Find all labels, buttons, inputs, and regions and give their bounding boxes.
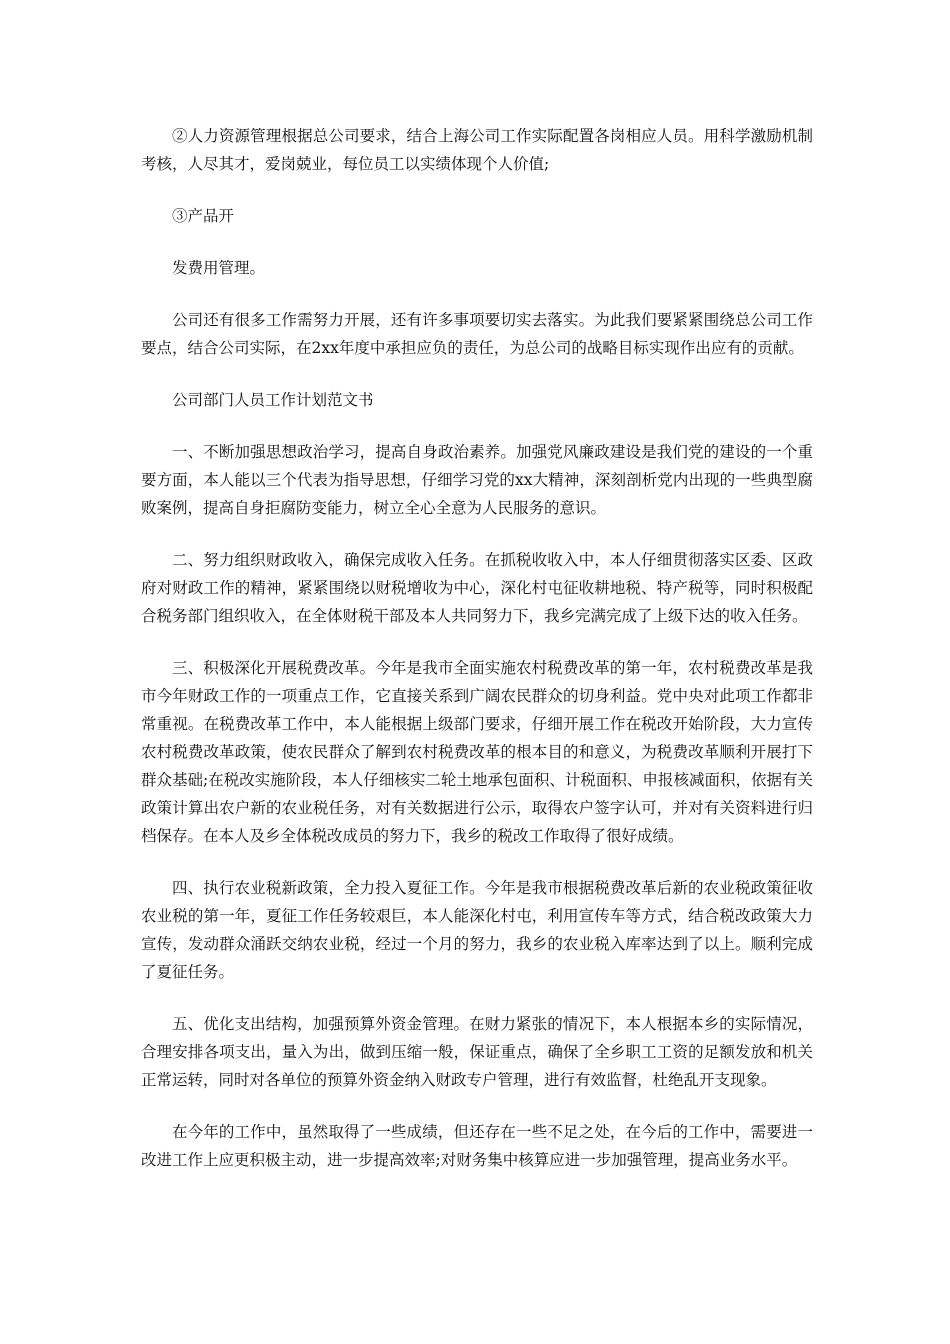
paragraph-item-5: 五、优化支出结构，加强预算外资金管理。在财力紧张的情况下，本人根据本乡的实际情况，合理安排各项支出，量入为出，做到压缩一般，保证重点，确保了全乡职工工资的足额发放和机关正常运转，同时对各单位的预算外资金纳入财政专户管理，进行有效监督，杜绝乱开支现象。: [141, 1015, 813, 1089]
paragraph-item-3: 三、积极深化开展税费改革。今年是我市全面实施农村税费改革的第一年，农村税费改革是我市今年财政工作的一项重点工作，它直接关系到广阔农民群众的切身利益。党中央对此项工作都非常重视。在税费改革工作中，本人能根据上级部门要求，仔细开展工作在税改开始阶段，大力宣传农村税费改革政策，使农民群众了解到农村税费改革的根本目的和意义，为税费改革顺利开展打下群众基础;在税改实施阶段，本人仔细核实二轮土地承包面积、计税面积、申报核减面积，依据有关政策计算出农户新的农业税任务，对有关数据进行公示，取得农户签字认可，并对有关资料进行归档保存。在本人及乡全体税改成员的努力下，我乡的税改工作取得了很好成绩。: [141, 659, 813, 845]
document-body: [141, 122, 813, 1198]
paragraph-product-dev: ③产品开: [172, 207, 235, 225]
paragraph-item-1: 一、不断加强思想政治学习，提高自身政治素养。加强党风廉政建设是我们党的建设的一个重要方面，本人能以三个代表为指导思想，仔细学习党的xx大精神，深刻剖析党内出现的一些典型腐败案例，提高自身拒腐防变能力，树立全心全意为人民服务的意识。: [141, 443, 813, 517]
paragraph-company-work: 公司还有很多工作需努力开展，还有许多事项要切实去落实。为此我们要紧紧围绕总公司工作要点，结合公司实际，在2xx年度中承担应负的责任，为总公司的战略目标实现作出应有的贡献。: [141, 311, 813, 357]
paragraph-item-2: 二、努力组织财政收入，确保完成收入任务。在抓税收收入中，本人仔细贯彻落实区委、区政府对财政工作的精神，紧紧围绕以财税增收为中心，深化村屯征收耕地税、特产税等，同时积极配合税务部门组织收入，在全体财税干部及本人共同努力下，我乡完满完成了上级下达的收入任务。: [141, 551, 813, 625]
section-title: 公司部门人员工作计划范文书: [172, 391, 374, 409]
paragraph-conclusion: 在今年的工作中，虽然取得了一些成绩，但还存在一些不足之处，在今后的工作中，需要进一改进工作上应更积极主动，进一步提高效率;对财务集中核算应进一步加强管理，提高业务水平。: [141, 1123, 813, 1169]
paragraph-hr-management: ②人力资源管理根据总公司要求，结合上海公司工作实际配置各岗相应人员。用科学激励机制考核，人尽其才，爱岗兢业，每位员工以实绩体现个人价值;: [141, 127, 813, 173]
paragraph-item-4: 四、执行农业税新政策，全力投入夏征工作。今年是我市根据税费改革后新的农业税政策征收农业税的第一年，夏征工作任务较艰巨，本人能深化村屯，利用宣传车等方式，结合税改政策大力宣传，发动群众涌跃交纳农业税，经过一个月的努力，我乡的农业税入库率达到了以上。顺利完成了夏征任务。: [141, 879, 813, 981]
paragraph-expense-mgmt: 发费用管理。: [172, 259, 266, 277]
